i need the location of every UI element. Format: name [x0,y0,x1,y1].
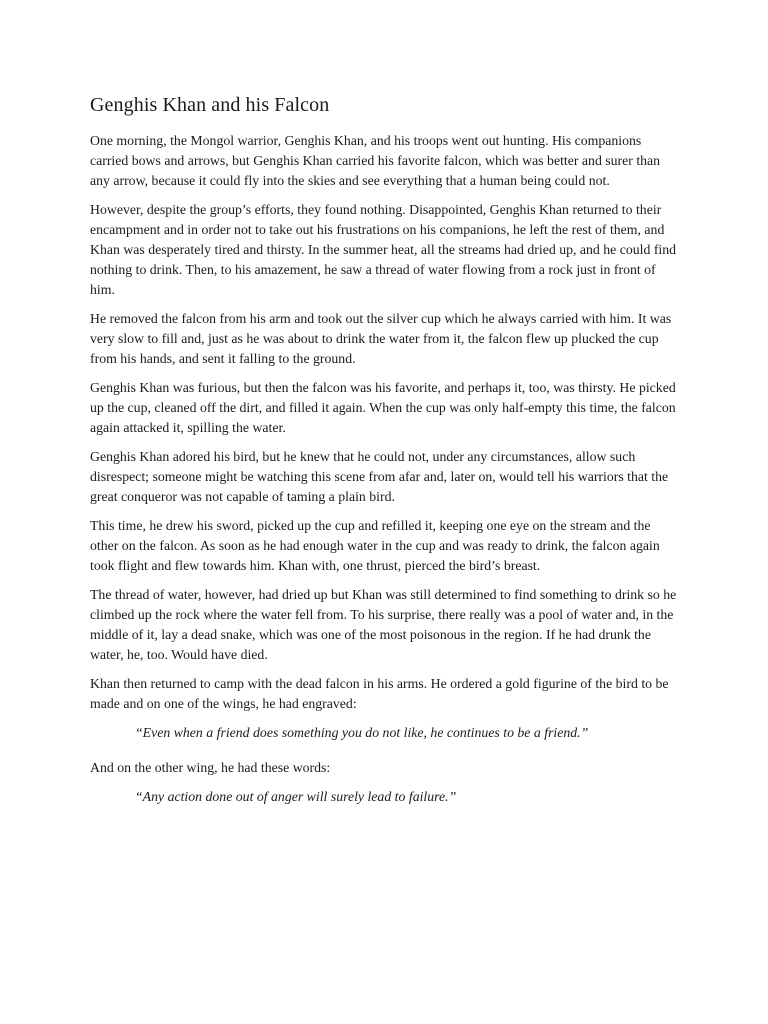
paragraph-silver-cup: He removed the falcon from his arm and took out the silver cup which he always carried with him. It was very slow to fill and, just as he was about to drink the water from it, the falcon flew up plucked the cup from his hands, and sent it falling to the ground. [90,311,672,366]
paragraph-second-attempt: Genghis Khan was furious, but then the falcon was his favorite, and perhaps it, too, was thirsty. He picked up the cup, cleaned off the dirt, and filled it again. When the cup was only half-empty this time, the falcon again attacked it, spilling the water. [90,380,676,435]
engraved-quote-friend: “Even when a friend does something you do not like, he continues to be a friend.” [135,725,589,740]
paragraph-sword: This time, he drew his sword, picked up the cup and refilled it, keeping one eye on the stream and the other on the falcon. As soon as he had enough water in the cup and was ready to drink, the falcon again took flight and flew towards him. Khan with, one thrust, pierced the bird’s breast. [90,518,660,573]
paragraph-thread-of-water: However, despite the group’s efforts, they found nothing. Disappointed, Genghis Khan returned to their encampment and in order not to take out his frustrations on his companions, he left the rest of them, and Khan was desperately tired and thirsty. In the summer heat, all the streams had dried up, and he could find nothing to drink. Then, to his amazement, he saw a thread of water flowing from a rock just in front of him. [90,202,677,297]
paragraph-disrespect: Genghis Khan adored his bird, but he knew that he could not, under any circumstances, allow such disrespect; someone might be watching this scene from afar and, later on, would tell his warriors that the great conqueror was not capable of taming a plain bird. [90,449,669,504]
document-title: Genghis Khan and his Falcon [90,94,330,116]
paragraph-hunting-intro: One morning, the Mongol warrior, Genghis Khan, and his troops went out hunting. His companions carried bows and arrows, but Genghis Khan carried his favorite falcon, which was better and surer than any arrow, because it could fly into the skies and see everything that a human being could not. [90,133,661,188]
paragraph-gold-figurine: Khan then returned to camp with the dead falcon in his arms. He ordered a gold figurine of the bird to be made and on one of the wings, he had engraved: [90,676,669,711]
paragraph-other-wing: And on the other wing, he had these words: [90,760,331,775]
engraved-quote-anger: “Any action done out of anger will surely lead to failure.” [135,789,457,804]
paragraph-dead-snake: The thread of water, however, had dried up but Khan was still determined to find something to drink so he climbed up the rock where the water fell from. To his surprise, there really was a pool of water and, in the middle of it, lay a dead snake, which was one of the most poisonous in the region. If he had drunk the water, he, too. Would have died. [90,587,677,662]
document-page [90,92,680,822]
